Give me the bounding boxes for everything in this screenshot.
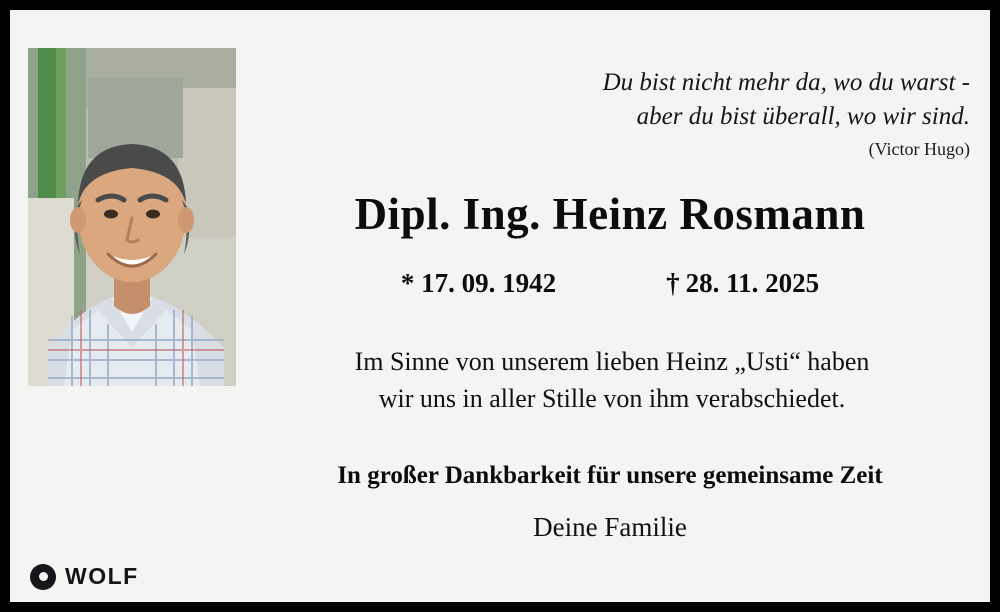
quote-line-1: Du bist nicht mehr da, wo du warst - <box>602 69 970 96</box>
quote-attribution: (Victor Hugo) <box>868 139 970 159</box>
portrait-photo <box>28 48 236 386</box>
gratitude-line: In großer Dankbarkeit für unsere gemeinsame Zeit <box>337 462 883 489</box>
quote-block <box>350 66 970 161</box>
death-date-group <box>666 268 819 299</box>
message-body <box>260 344 964 418</box>
publisher-logo <box>30 563 139 590</box>
notice-card <box>10 10 990 602</box>
quote-line-2: aber du bist überall, wo wir sind. <box>636 102 970 130</box>
signature-line: Deine Familie <box>533 512 687 542</box>
publisher-name: WOLF <box>65 563 139 589</box>
birth-date: * 17. 09. 1942 <box>400 268 557 298</box>
deceased-name: Dipl. Ing. Heinz Rosmann <box>354 189 866 239</box>
death-date: 28. 11. 2025 <box>685 268 820 298</box>
wolf-circle-icon <box>30 564 56 590</box>
message-line-1: Im Sinne von unserem lieben Heinz „Usti“ haben <box>354 347 870 376</box>
message-line-2: wir uns in aller Stille von ihm verabschiedet. <box>378 383 846 413</box>
portrait-image <box>28 48 236 386</box>
life-dates <box>250 268 970 299</box>
cross-icon: † <box>666 268 680 298</box>
